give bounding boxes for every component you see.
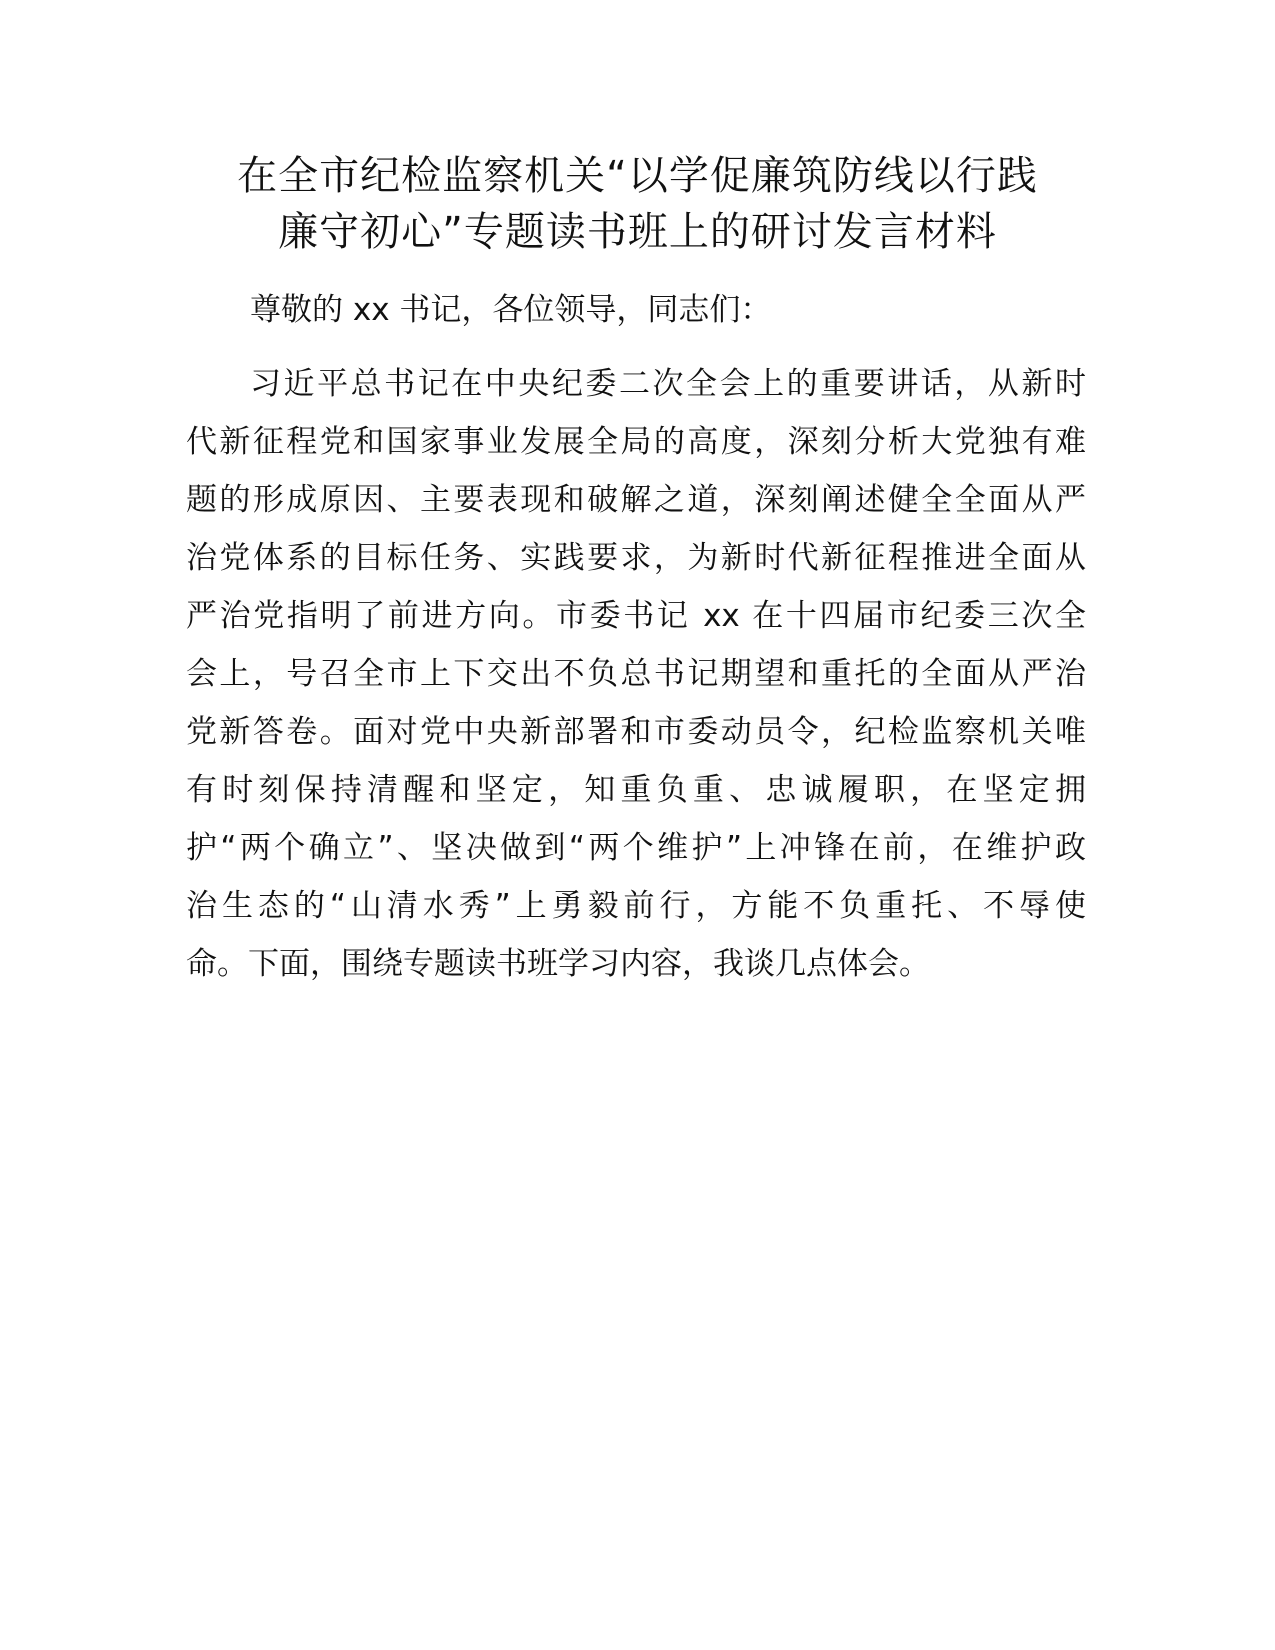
body-paragraph <box>186 355 1086 993</box>
paragraph-line: 党新答卷。面对党中央新部署和市委动员令，纪检监察机关唯 <box>186 714 1086 750</box>
paragraph-line: 代新征程党和国家事业发展全局的高度，深刻分析大党独有难 <box>186 424 1086 460</box>
paragraph-line: 护“两个确立”、坚决做到“两个维护”上冲锋在前，在维护政 <box>186 830 1086 866</box>
paragraph-line: 习近平总书记在中央纪委二次全会上的重要讲话，从新时 <box>250 366 1086 402</box>
paragraph-line: 严治党指明了前进方向。市委书记 xx 在十四届市纪委三次全 <box>186 598 1086 634</box>
document-title <box>150 148 1125 260</box>
paragraph-line: 题的形成原因、主要表现和破解之道，深刻阐述健全全面从严 <box>186 482 1086 518</box>
paragraph-line: 有时刻保持清醒和坚定，知重负重、忠诚履职，在坚定拥 <box>186 772 1086 808</box>
title-line: 在全市纪检监察机关“以学促廉筑防线以行践 <box>237 153 1038 199</box>
paragraph-line: 治党体系的目标任务、实践要求，为新时代新征程推进全面从 <box>186 540 1086 576</box>
paragraph-line: 会上，号召全市上下交出不负总书记期望和重托的全面从严治 <box>186 656 1086 692</box>
paragraph-line: 治生态的“山清水秀”上勇毅前行，方能不负重托、不辱使 <box>186 888 1086 924</box>
paragraph-line: 命。下面，围绕专题读书班学习内容，我谈几点体会。 <box>186 946 930 982</box>
title-line: 廉守初心”专题读书班上的研讨发言材料 <box>278 209 997 255</box>
salutation: 尊敬的 xx 书记，各位领导，同志们： <box>250 292 772 328</box>
